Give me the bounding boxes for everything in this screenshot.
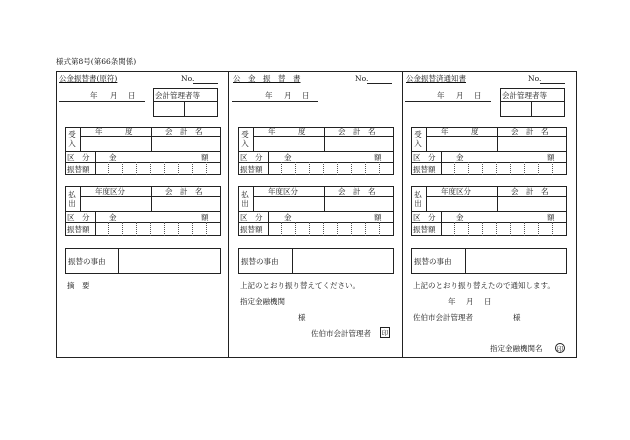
panel3-seal-stamp: 印	[556, 345, 564, 353]
panel1-in-kin: 金	[109, 153, 117, 162]
panel1-in-kubun: 区 分	[67, 153, 90, 162]
panel1-in-account: 会 計 名	[165, 127, 203, 136]
panel3-out-kubun: 区 分	[413, 213, 436, 222]
panel1-in-year: 年 度	[95, 127, 133, 136]
panel3-in-gaku: 額	[547, 153, 555, 162]
panel1-date-month: 月	[110, 91, 118, 100]
panel3-in-account: 会 計 名	[511, 127, 549, 136]
panel2-out-gaku: 額	[374, 213, 382, 222]
panel1-reason-label: 振替の事由	[68, 257, 106, 266]
panel3-in-kubun: 区 分	[413, 153, 436, 162]
panel3-in-year: 年 度	[441, 127, 479, 136]
panel2-no-line	[367, 83, 392, 84]
panel2-title: 公 金 振 替 書	[233, 74, 301, 83]
panel1-out-year: 年度区分	[95, 187, 125, 196]
panel3-sama: 様	[513, 313, 521, 322]
panel1-title: 公金振替書(原符)	[59, 74, 118, 83]
panel3-signer: 佐伯市会計管理者	[413, 313, 473, 322]
panel3-bank-name: 指定金融機関名	[490, 344, 543, 353]
panel2-out-kubun: 区 分	[240, 213, 263, 222]
panel2-in-gaku: 額	[374, 153, 382, 162]
panel2-message: 上記のとおり振り替えてください。	[240, 281, 360, 290]
panel1-out-kubun: 区 分	[67, 213, 90, 222]
panel3-out-account: 会 計 名	[511, 187, 549, 196]
panel2-out-transfer: 振替額	[240, 225, 263, 234]
panel1-date-year: 年	[90, 91, 98, 100]
panel3-date-month: 月	[456, 91, 464, 100]
panel3-date2-year: 年	[448, 297, 456, 306]
panel2-signer: 佐伯市会計管理者	[311, 329, 371, 338]
panel1-date-day: 日	[128, 91, 136, 100]
form-number: 様式第8号(第66条関係)	[56, 57, 137, 66]
panel1-out-side: 払出	[68, 190, 76, 208]
panel2-out-side: 払出	[241, 190, 249, 208]
panel3-date-day: 日	[474, 91, 482, 100]
panel2-date-line	[232, 101, 318, 102]
panel3-date2-day: 日	[484, 297, 492, 306]
panel1-summary: 摘 要	[67, 281, 90, 290]
panel3-message: 上記のとおり振り替えたので通知します。	[413, 281, 555, 290]
panel3-date-line	[405, 101, 491, 102]
panel-divider-1	[228, 71, 229, 358]
panel1-out-gaku: 額	[201, 213, 209, 222]
panel1-no-line	[193, 83, 218, 84]
panel2-in-side: 受入	[241, 130, 249, 148]
panel1-out-transfer: 振替額	[67, 225, 90, 234]
panel3-in-kin: 金	[456, 153, 464, 162]
panel2-date-day: 日	[302, 91, 310, 100]
panel3-no-label: No.	[528, 74, 542, 83]
panel2-date-month: 月	[284, 91, 292, 100]
panel2-out-year: 年度区分	[268, 187, 298, 196]
panel1-no-label: No.	[181, 74, 195, 83]
panel3-reason-label: 振替の事由	[414, 257, 452, 266]
panel2-seal-stamp: 印	[381, 329, 389, 337]
panel2-reason-label: 振替の事由	[241, 257, 279, 266]
panel2-out-account: 会 計 名	[338, 187, 376, 196]
panel2-in-account: 会 計 名	[338, 127, 376, 136]
panel2-bank: 指定金融機関	[240, 297, 285, 306]
panel2-date-year: 年	[265, 91, 273, 100]
panel2-in-kin: 金	[284, 153, 292, 162]
panel3-title: 公金振替済通知書	[406, 74, 466, 83]
panel3-manager-label: 会計管理者等	[502, 91, 547, 100]
panel1-manager-label: 会計管理者等	[155, 91, 200, 100]
panel3-date-year: 年	[437, 91, 445, 100]
panel2-in-kubun: 区 分	[240, 153, 263, 162]
panel1-out-account: 会 計 名	[165, 187, 203, 196]
panel1-in-side: 受入	[68, 130, 76, 148]
panel2-in-year: 年 度	[268, 127, 306, 136]
panel1-date-line	[59, 101, 145, 102]
panel1-in-transfer: 振替額	[67, 165, 90, 174]
panel2-sama: 様	[298, 313, 306, 322]
panel3-out-gaku: 額	[547, 213, 555, 222]
panel1-in-gaku: 額	[201, 153, 209, 162]
panel3-out-transfer: 振替額	[413, 225, 436, 234]
panel2-in-transfer: 振替額	[240, 165, 263, 174]
panel3-in-side: 受入	[414, 130, 422, 148]
panel3-in-transfer: 振替額	[413, 165, 436, 174]
panel2-no-label: No.	[355, 74, 369, 83]
panel3-out-year: 年度区分	[441, 187, 471, 196]
panel3-out-side: 払出	[414, 190, 422, 208]
panel3-date2-month: 月	[466, 297, 474, 306]
panel1-out-kin: 金	[109, 213, 117, 222]
panel2-out-kin: 金	[284, 213, 292, 222]
panel3-out-kin: 金	[456, 213, 464, 222]
panel-divider-2	[402, 71, 403, 358]
panel3-no-line	[540, 83, 565, 84]
